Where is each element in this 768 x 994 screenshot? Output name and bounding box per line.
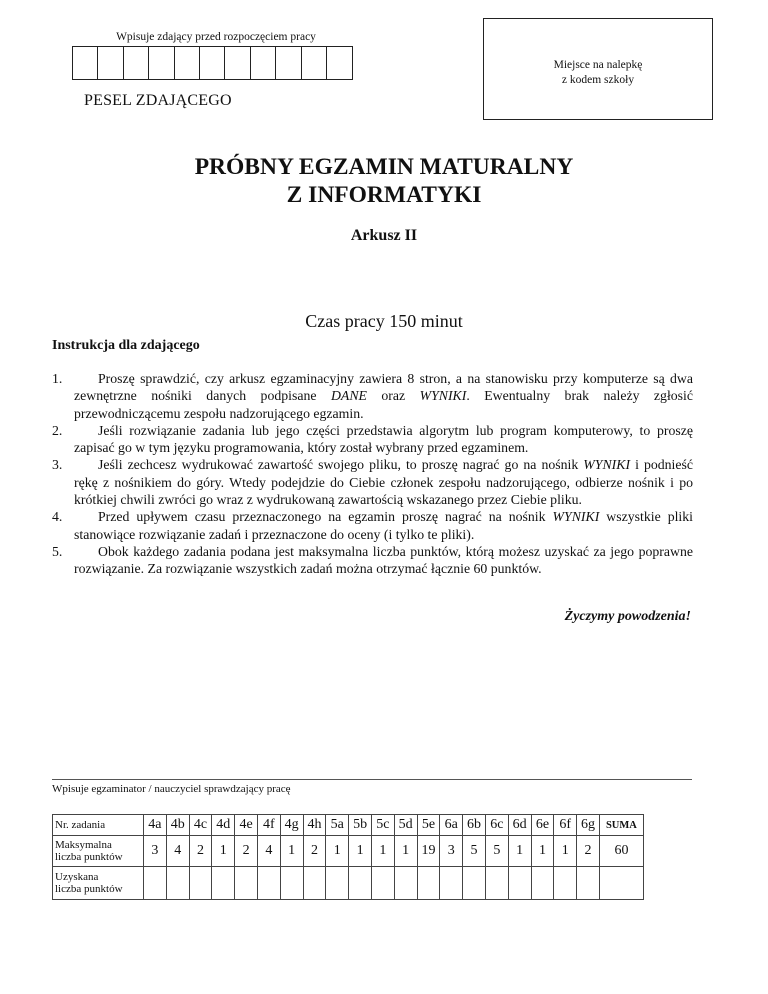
instruction-number: 2. <box>52 422 63 438</box>
grading-table <box>52 814 644 900</box>
max-points-cell: 4 <box>257 836 280 867</box>
school-sticker-box <box>483 18 713 120</box>
instruction-text <box>74 543 693 578</box>
earned-points-cell[interactable] <box>235 867 258 900</box>
pesel-digit-box[interactable] <box>73 47 98 79</box>
pesel-note: Wpisuje zdający przed rozpoczęciem pracy <box>116 31 316 43</box>
task-number-label: Nr. zadania <box>53 815 144 836</box>
earned-points-label-line1: Uzyskana <box>55 871 99 883</box>
task-number-cell: 5d <box>394 815 417 836</box>
earned-points-cell[interactable] <box>417 867 440 900</box>
max-points-cell: 5 <box>463 836 486 867</box>
task-number-cell: 6f <box>554 815 577 836</box>
earned-points-cell[interactable] <box>212 867 235 900</box>
earned-points-cell[interactable] <box>463 867 486 900</box>
exam-subject: Z INFORMATYKI <box>286 182 482 208</box>
max-points-cell: 2 <box>577 836 600 867</box>
earned-points-row <box>53 867 644 900</box>
earned-points-cell[interactable] <box>144 867 167 900</box>
max-points-label-line1: Maksymalna <box>55 839 112 851</box>
pesel-input-boxes[interactable] <box>72 46 353 80</box>
max-points-cell: 4 <box>166 836 189 867</box>
task-number-cell: 6a <box>440 815 463 836</box>
media-name: WYNIKI <box>552 509 600 525</box>
earned-points-cell[interactable] <box>371 867 394 900</box>
pesel-digit-box[interactable] <box>98 47 123 79</box>
earned-points-cell[interactable] <box>440 867 463 900</box>
earned-points-cell[interactable] <box>508 867 531 900</box>
pesel-digit-box[interactable] <box>302 47 327 79</box>
pesel-digit-box[interactable] <box>251 47 276 79</box>
earned-points-cell[interactable] <box>166 867 189 900</box>
max-points-cell: 3 <box>144 836 167 867</box>
earned-points-cell[interactable] <box>326 867 349 900</box>
instructions-heading: Instrukcja dla zdającego <box>52 338 200 353</box>
earned-points-cell[interactable] <box>485 867 508 900</box>
instruction-text <box>74 508 693 543</box>
task-number-cell: 5a <box>326 815 349 836</box>
task-number-cell: 6b <box>463 815 486 836</box>
task-number-cell: 4a <box>144 815 167 836</box>
pesel-digit-box[interactable] <box>200 47 225 79</box>
instruction-item <box>52 543 693 578</box>
media-name: DANE <box>330 388 367 404</box>
instruction-item <box>52 508 693 543</box>
good-luck-text: Życzymy powodzenia! <box>564 609 691 624</box>
task-number-cell: 5c <box>371 815 394 836</box>
instruction-text-part: Jeśli rozwiązanie zadania lub jego części przedstawia algorytm lub program komputerowy, to proszę zapisać go w tym języku programowania, który został wybrany przed egzaminem. <box>74 422 693 456</box>
media-name: WYNIKI <box>583 457 631 473</box>
task-number-cell: 4d <box>212 815 235 836</box>
max-points-cell: 2 <box>303 836 326 867</box>
max-points-cell: 3 <box>440 836 463 867</box>
task-number-cell: 6d <box>508 815 531 836</box>
task-number-cell: 6c <box>485 815 508 836</box>
task-number-cell: 5e <box>417 815 440 836</box>
max-points-cell: 5 <box>485 836 508 867</box>
media-name: WYNIKI <box>419 388 467 404</box>
instruction-text-part: wszystkie pliki stanowiące rozwiązanie zadań i przeznaczone do oceny (i tylko te pliki). <box>74 509 693 542</box>
max-points-label-line2: liczba punktów <box>55 851 123 863</box>
max-points-label <box>53 836 144 867</box>
earned-points-cell[interactable] <box>394 867 417 900</box>
task-number-cell: 4h <box>303 815 326 836</box>
instruction-text <box>74 422 693 457</box>
max-points-cell: 1 <box>531 836 554 867</box>
earned-points-cell[interactable] <box>189 867 212 900</box>
task-number-cell: 6g <box>577 815 600 836</box>
instruction-item <box>52 422 693 457</box>
max-points-row <box>53 836 644 867</box>
instruction-item <box>52 456 693 508</box>
instruction-number: 1. <box>52 371 63 386</box>
max-points-cell: 1 <box>349 836 372 867</box>
instruction-text <box>74 456 693 508</box>
max-points-cell: 19 <box>417 836 440 867</box>
pesel-label: PESEL ZDAJĄCEGO <box>84 92 232 109</box>
pesel-digit-box[interactable] <box>175 47 200 79</box>
task-number-cell: 4b <box>166 815 189 836</box>
instruction-text-part: . Ewentualny brak należy zgłosić przewodniczącemu zespołu nadzorującego egzamin. <box>74 388 693 421</box>
earned-points-label <box>53 867 144 900</box>
task-number-cell: 6e <box>531 815 554 836</box>
earned-points-label-line2: liczba punktów <box>55 883 123 895</box>
max-points-cell: 2 <box>189 836 212 867</box>
max-points-cell: 1 <box>508 836 531 867</box>
max-points-cell: 1 <box>280 836 303 867</box>
instruction-text-part: Proszę sprawdzić, czy arkusz egzaminacyjny zawiera 8 stron, a na stanowisku przy komputerze są dwa zewnętrzne nośniki danych podpisane <box>74 371 693 404</box>
task-number-cell: 4f <box>257 815 280 836</box>
instruction-text-part: Jeśli zechcesz wydrukować zawartość swojego pliku, to proszę nagrać go na nośnik <box>98 457 584 473</box>
earned-points-cell[interactable] <box>280 867 303 900</box>
instruction-number: 3. <box>52 457 63 473</box>
max-points-cell: 1 <box>371 836 394 867</box>
sticker-line-2: z kodem szkoły <box>561 74 635 86</box>
instruction-item <box>52 370 693 422</box>
instruction-text <box>74 370 693 422</box>
task-number-cell: 4e <box>235 815 258 836</box>
max-points-cell: 2 <box>235 836 258 867</box>
max-points-cell: 1 <box>212 836 235 867</box>
instruction-text-part: oraz <box>366 388 420 404</box>
pesel-digit-box[interactable] <box>149 47 174 79</box>
grader-note: Wpisuje egzaminator / nauczyciel sprawdzający pracę <box>52 783 291 795</box>
earned-points-cell[interactable] <box>257 867 280 900</box>
pesel-digit-box[interactable] <box>225 47 250 79</box>
sticker-line-1: Miejsce na nalepkę <box>553 59 643 71</box>
instruction-number: 5. <box>52 543 63 559</box>
exam-title: PRÓBNY EGZAMIN MATURALNY <box>194 154 574 180</box>
max-points-cell: 1 <box>326 836 349 867</box>
instruction-text-part: i podnieść rękę z nośnikiem do góry. Wtedy podejdzie do Ciebie członek zespołu nadzorującego, odbierze nośnik i po krótkiej chwili zwróci go wraz z wydrukowaną zawartością wskazanego przez Ciebie pliku. <box>74 457 693 508</box>
sum-max-cell: 60 <box>599 836 643 867</box>
earned-points-cell[interactable] <box>531 867 554 900</box>
earned-points-cell[interactable] <box>577 867 600 900</box>
divider <box>52 779 692 780</box>
instructions-list <box>52 370 693 578</box>
max-points-cell: 1 <box>394 836 417 867</box>
exam-duration: Czas pracy 150 minut <box>305 311 463 331</box>
task-number-cell: 4g <box>280 815 303 836</box>
max-points-cell: 1 <box>554 836 577 867</box>
task-number-cell: 5b <box>349 815 372 836</box>
sum-header-cell: SUMA <box>599 815 643 836</box>
earned-points-cell[interactable] <box>349 867 372 900</box>
pesel-digit-box[interactable] <box>276 47 301 79</box>
pesel-digit-box[interactable] <box>327 47 352 79</box>
task-number-cell: 4c <box>189 815 212 836</box>
task-number-row <box>53 815 644 836</box>
instruction-number: 4. <box>52 509 63 525</box>
earned-points-cell[interactable] <box>554 867 577 900</box>
instruction-text-part: Obok każdego zadania podana jest maksymalna liczba punktów, którą możesz uzyskać za jego poprawne rozwiązanie. Za rozwiązanie wszystkich zadań można otrzymać łącznie 60 punktów. <box>74 543 693 577</box>
instruction-text-part: Przed upływem czasu przeznaczonego na egzamin proszę nagrać na nośnik <box>98 509 553 525</box>
sheet-number: Arkusz II <box>350 227 418 244</box>
sum-earned-cell[interactable] <box>599 867 643 900</box>
pesel-digit-box[interactable] <box>124 47 149 79</box>
earned-points-cell[interactable] <box>303 867 326 900</box>
